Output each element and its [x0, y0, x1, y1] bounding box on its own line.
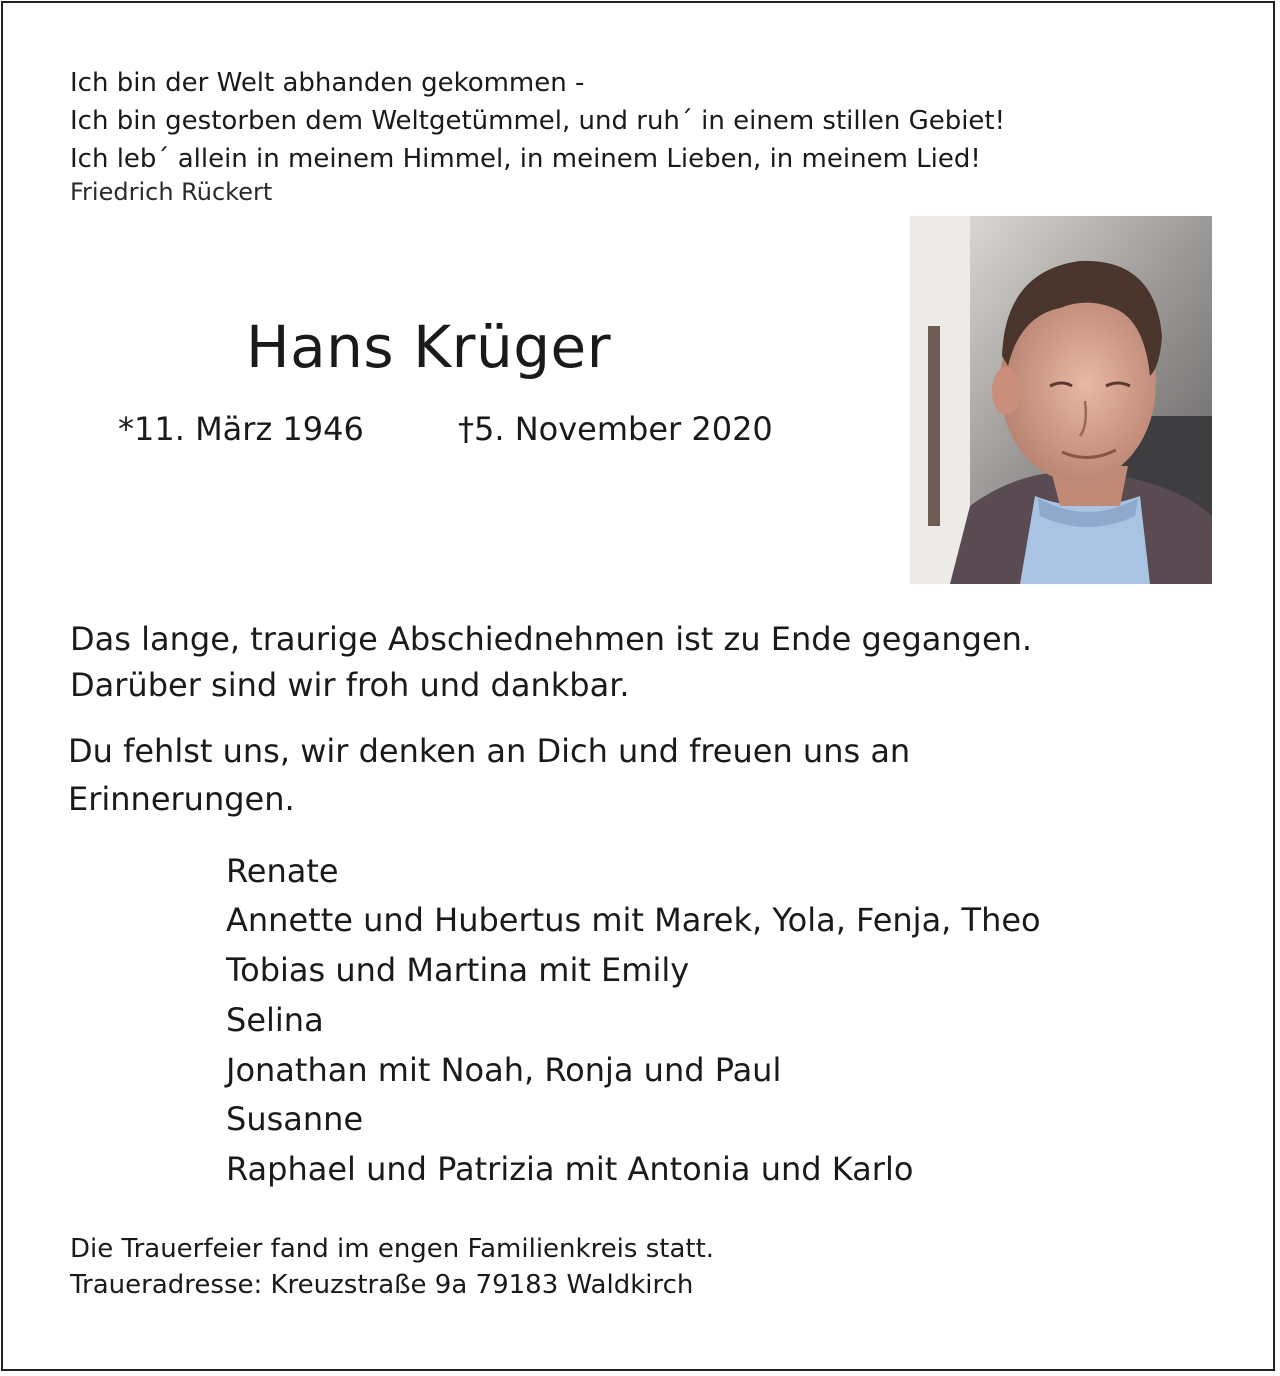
message-line-3: Du fehlst uns, wir denken an Dich und freuen uns an	[68, 732, 911, 770]
poem-line-3: Ich leb´ allein in meinem Himmel, in meinem Lieben, in meinem Lied!	[70, 144, 981, 174]
mourner-line: Selina	[226, 1001, 324, 1039]
portrait-photo-icon	[910, 216, 1212, 584]
mourner-line: Susanne	[226, 1100, 364, 1138]
mourner-line: Tobias und Martina mit Emily	[226, 951, 690, 989]
portrait-photo	[910, 216, 1212, 584]
birth-date: *11. März 1946	[118, 410, 364, 448]
message-line-1: Das lange, traurige Abschiednehmen ist zu Ende gegangen.	[70, 620, 1033, 658]
mourning-address: Traueradresse: Kreuzstraße 9a 79183 Waldkirch	[70, 1270, 694, 1300]
mourner-line: Renate	[226, 852, 339, 890]
mourner-line: Raphael und Patrizia mit Antonia und Karlo	[226, 1150, 914, 1188]
poem-author: Friedrich Rückert	[70, 178, 273, 206]
poem-line-2: Ich bin gestorben dem Weltgetümmel, und ruh´ in einem stillen Gebiet!	[70, 106, 1006, 136]
deceased-name: Hans Krüger	[246, 313, 612, 381]
message-line-2: Darüber sind wir froh und dankbar.	[70, 666, 630, 704]
message-line-4: Erinnerungen.	[68, 780, 295, 818]
mourner-line: Annette und Hubertus mit Marek, Yola, Fenja, Theo	[226, 901, 1041, 939]
poem-line-1: Ich bin der Welt abhanden gekommen -	[70, 68, 585, 98]
mourner-line: Jonathan mit Noah, Ronja und Paul	[226, 1051, 782, 1089]
ceremony-note: Die Trauerfeier fand im engen Familienkreis statt.	[70, 1234, 715, 1264]
death-date: †5. November 2020	[458, 410, 773, 448]
